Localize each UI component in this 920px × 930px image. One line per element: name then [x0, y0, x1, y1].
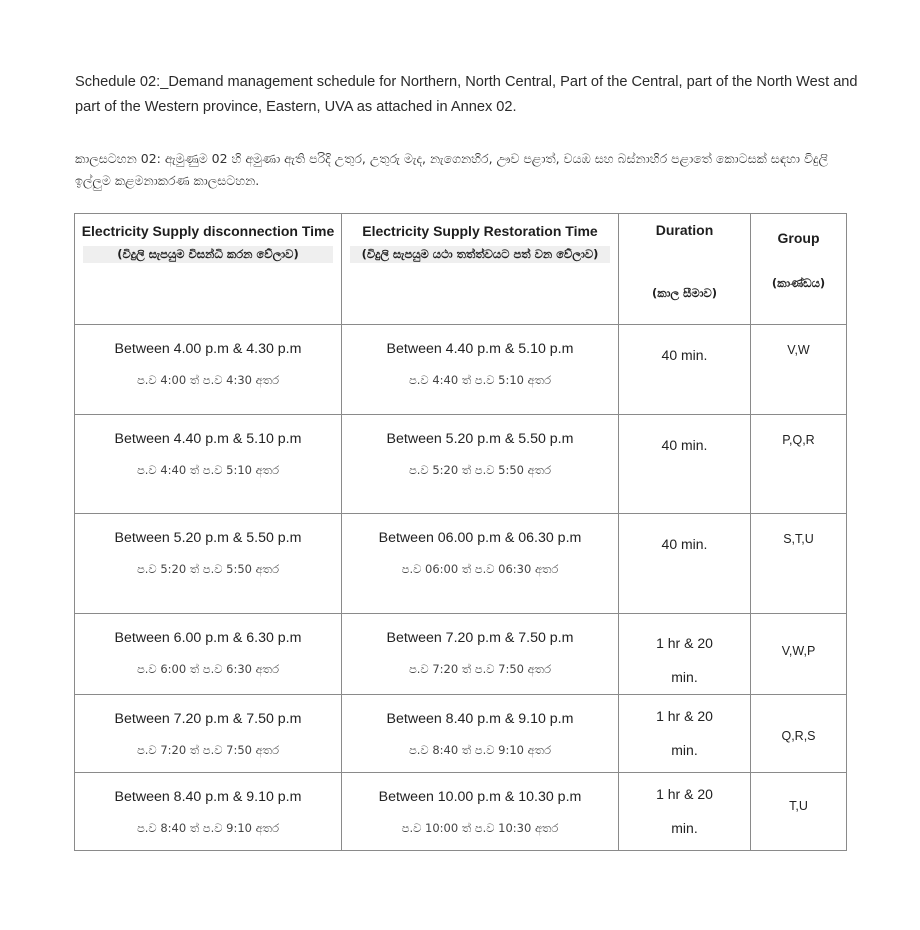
table-row	[75, 415, 847, 514]
group-value: Q,R,S	[781, 729, 816, 743]
duration-cell	[619, 415, 751, 514]
duration-cell	[619, 514, 751, 614]
duration-hours: 1 hr & 20	[656, 635, 713, 651]
header-disconnect-en: Electricity Supply disconnection Time	[81, 223, 335, 239]
table-row	[75, 773, 847, 851]
duration-value: 40 min.	[661, 347, 708, 363]
table-row	[75, 514, 847, 614]
group-cell	[751, 614, 847, 695]
restore-time-si: ප.ව 10:00 ත් ප.ව 10:30 අතර	[401, 821, 559, 835]
restore-time-en: Between 06.00 p.m & 06.30 p.m	[378, 530, 582, 546]
restore-time-si: ප.ව 7:20 ත් ප.ව 7:50 අතර	[408, 662, 552, 676]
disconnect-time-en: Between 7.20 p.m & 7.50 p.m	[114, 711, 302, 727]
header-restore-si: (විදුලි සැපයුම යථා තත්ත්වයට පත් වන වේලාව)	[350, 246, 610, 263]
restore-time-en: Between 8.40 p.m & 9.10 p.m	[386, 711, 574, 727]
header-restore-en: Electricity Supply Restoration Time	[362, 223, 598, 239]
header-row	[75, 214, 847, 325]
group-cell	[751, 773, 847, 851]
disconnect-time-si: ප.ව 5:20 ත් ප.ව 5:50 අතර	[136, 562, 280, 576]
header-disconnect-time	[75, 214, 342, 325]
duration-value	[619, 614, 750, 694]
disconnect-time-si: ප.ව 4:40 ත් ප.ව 5:10 අතර	[136, 463, 280, 477]
duration-minutes: min.	[671, 669, 698, 685]
disconnect-cell	[75, 614, 342, 695]
table-row	[75, 695, 847, 773]
duration-cell	[619, 614, 751, 695]
schedule-title-sinhala: කාලසටහන 02: ඇමුණුම 02 හි අමුණා ඇති පරිදි උතුර, උතුරු මැද, නැගෙනහිර, ඌව පළාත්, වයඹ සහ බස්නාහිර පළාතේ කොටසක් සඳහා විදුලි ඉල්ලුම කළමනාකරණ කාලසටහන.	[75, 151, 829, 188]
duration-hours: 1 hr & 20	[656, 708, 713, 724]
restore-time-en: Between 10.00 p.m & 10.30 p.m	[378, 789, 582, 805]
restore-cell	[342, 695, 619, 773]
restore-cell	[342, 614, 619, 695]
duration-value	[619, 695, 750, 767]
restore-time-si: ප.ව 8:40 ත් ප.ව 9:10 අතර	[408, 743, 552, 757]
disconnect-time-en: Between 6.00 p.m & 6.30 p.m	[114, 630, 302, 646]
duration-value: 40 min.	[661, 536, 708, 552]
restore-cell	[342, 325, 619, 415]
group-cell	[751, 325, 847, 415]
group-value: P,Q,R	[782, 433, 815, 447]
restore-cell	[342, 415, 619, 514]
duration-value: 40 min.	[661, 437, 708, 453]
header-disconnect-si: (විදුලි සැපයුම විසන්ධි කරන වේලාව)	[83, 246, 333, 263]
schedule-title-english: Schedule 02:_Demand management schedule for Northern, North Central, Part of the Central, part of the North West and part of the Western province, Eastern, UVA as attached in Annex 02.	[75, 74, 858, 115]
restore-cell	[342, 773, 619, 851]
header-duration-si: (කාල සීමාව)	[652, 286, 717, 300]
restore-time-en: Between 4.40 p.m & 5.10 p.m	[386, 341, 574, 357]
restore-time-en: Between 5.20 p.m & 5.50 p.m	[386, 431, 574, 447]
disconnect-time-en: Between 8.40 p.m & 9.10 p.m	[114, 789, 302, 805]
disconnect-time-si: ප.ව 4:00 ත් ප.ව 4:30 අතර	[136, 373, 280, 387]
group-value: V,W	[787, 343, 810, 357]
group-cell	[751, 514, 847, 614]
disconnect-cell	[75, 514, 342, 614]
disconnect-cell	[75, 695, 342, 773]
disconnect-time-si: ප.ව 6:00 ත් ප.ව 6:30 අතර	[136, 662, 280, 676]
header-group-en: Group	[777, 230, 820, 246]
restore-time-si: ප.ව 5:20 ත් ප.ව 5:50 අතර	[408, 463, 552, 477]
header-duration	[619, 214, 751, 325]
duration-cell	[619, 695, 751, 773]
group-cell	[751, 695, 847, 773]
disconnect-cell	[75, 773, 342, 851]
restore-time-si: ප.ව 06:00 ත් ප.ව 06:30 අතර	[401, 562, 559, 576]
duration-cell	[619, 773, 751, 851]
header-duration-en: Duration	[655, 222, 714, 238]
group-value: V,W,P	[781, 644, 816, 658]
duration-minutes: min.	[671, 820, 698, 836]
disconnect-time-en: Between 4.00 p.m & 4.30 p.m	[114, 341, 302, 357]
group-value: T,U	[789, 799, 808, 813]
schedule-table	[74, 213, 847, 851]
disconnect-time-en: Between 5.20 p.m & 5.50 p.m	[114, 530, 302, 546]
header-restore-time	[342, 214, 619, 325]
duration-hours: 1 hr & 20	[656, 786, 713, 802]
disconnect-cell	[75, 325, 342, 415]
group-value: S,T,U	[783, 532, 814, 546]
header-group-si: (කාණ්ඩය)	[771, 276, 826, 290]
disconnect-time-en: Between 4.40 p.m & 5.10 p.m	[114, 431, 302, 447]
table-row	[75, 325, 847, 415]
header-group	[751, 214, 847, 325]
table-row	[75, 614, 847, 695]
disconnect-time-si: ප.ව 8:40 ත් ප.ව 9:10 අතර	[136, 821, 280, 835]
disconnect-time-si: ප.ව 7:20 ත් ප.ව 7:50 අතර	[136, 743, 280, 757]
disconnect-cell	[75, 415, 342, 514]
restore-cell	[342, 514, 619, 614]
group-cell	[751, 415, 847, 514]
duration-minutes: min.	[671, 742, 698, 758]
restore-time-si: ප.ව 4:40 ත් ප.ව 5:10 අතර	[408, 373, 552, 387]
restore-time-en: Between 7.20 p.m & 7.50 p.m	[386, 630, 574, 646]
duration-cell	[619, 325, 751, 415]
duration-value	[619, 773, 750, 845]
